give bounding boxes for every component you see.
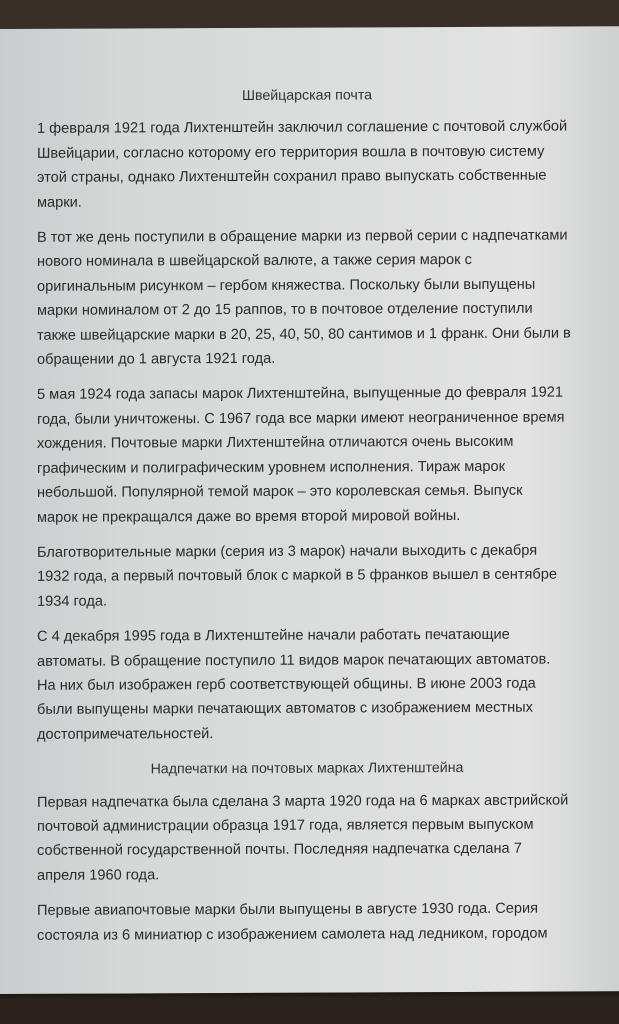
paragraph-5 [37,623,597,747]
text-line: 5 мая 1924 года запасы марок Лихтенштейна, выпущенные до февраля 1921 [37,385,564,404]
text-line: года, были уничтожены. С 1967 года все марки имеют неограниченное время [37,409,565,428]
text-line: графическим и полиграфическим уровнем исполнения. Тираж марок [37,458,505,477]
text-line: Швейцарии, согласно которому его территория вошла в почтовую систему [37,143,545,162]
text-line: были выпущены марки печатающих автоматов с изображением местных [37,700,533,719]
text-line: обращении до 1 августа 1921 года. [37,350,276,368]
text-line: марки. [37,194,82,211]
text-line: марки номиналом от 2 до 15 раппов, то в почтовое отделение поступили [37,300,533,320]
text-line: 1 февраля 1921 года Лихтенштейн заключил соглашение с почтовой службой [37,118,568,138]
section-subtitle: Надпечатки на почтовых марках Лихтенштейна [150,760,464,778]
text-line: достопримечательностей. [37,725,214,743]
document-body [37,82,597,958]
paragraph-4 [37,538,597,614]
text-line: автоматы. В обращение поступило 11 видов марок печатающих автоматов. [37,651,551,670]
text-line: Первые авиапочтовые марки были выпущены в августе 1930 года. Серия [37,900,539,920]
text-line: этой страны, однако Лихтенштейн сохранил право выпускать собственные [37,167,547,187]
text-line: В тот же день поступили в обращение марки из первой серии с надпечатками [37,227,568,246]
text-line: Первая надпечатка была сделана 3 марта 1920 года на 6 марках австрийской [37,792,569,811]
text-line: На них был изображен герб соответствующей общины. В июне 2003 года [37,675,536,694]
text-line: также швейцарские марки в 20, 25, 40, 50, 80 сантимов и 1 франк. Они были в [37,325,571,344]
paragraph-2 [37,223,597,372]
text-line: 1932 года, а первый почтовый блок с маркой в 5 франков вышел в сентябре [37,566,557,586]
text-line: почтовой администрации образца 1917 года, является первым выпуском [37,816,534,835]
paragraph-1 [37,115,597,215]
text-line: состояла из 6 миниатюр с изображением самолета над ледником, городом [37,925,548,944]
paper-sheet [0,26,619,994]
paragraph-3 [37,381,597,530]
text-line: 1934 года. [37,593,108,610]
text-line: оригинальным рисунком – гербом княжества. Поскольку были выпущены [37,276,536,295]
text-line: небольшой. Популярной темой марок – это королевская семья. Выпуск [37,482,523,501]
text-line: апреля 1960 года. [37,867,160,884]
paragraph-7 [37,897,597,948]
text-line: С 4 декабря 1995 года в Лихтенштейне начали работать печатающие [37,626,510,645]
text-line: хождения. Почтовые марки Лихтенштейна отличаются очень высоким [37,434,514,453]
text-line: марок не прекращался даже во время второй мировой войны. [37,507,461,526]
document-title: Швейцарская почта [241,87,373,104]
text-line: собственной государственной почты. Последняя надпечатка сделана 7 [37,841,522,860]
text-line: нового номинала в швейцарской валюте, а также серия марок с [37,252,472,271]
text-line: Благотворительные марки (серия из 3 марок) начали выходить с декабря [37,542,538,561]
paragraph-6 [37,788,597,888]
